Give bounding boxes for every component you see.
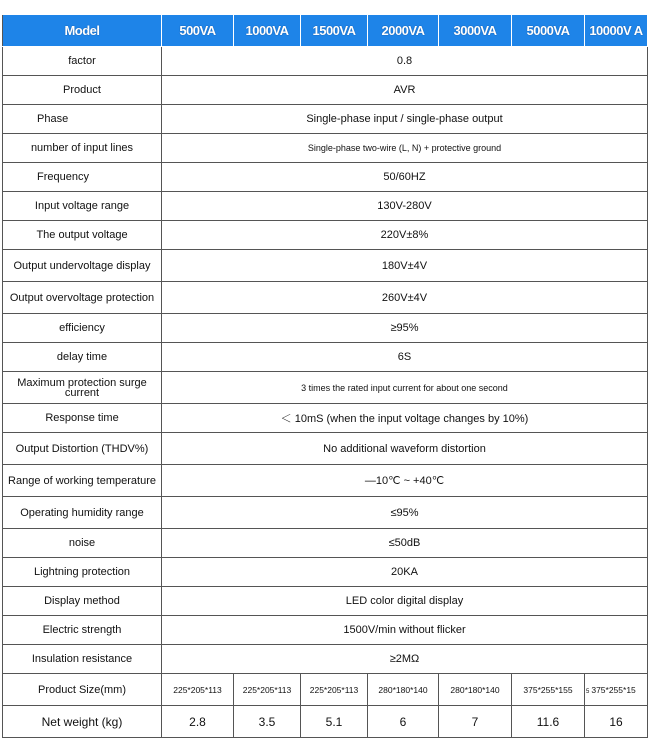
- weight-cell: 6: [368, 706, 439, 738]
- row-value-undervoltage: 180V±4V: [162, 250, 648, 282]
- row-value-input-voltage: 130V-280V: [162, 192, 648, 221]
- size-cell: 225*205*113: [162, 674, 234, 706]
- row-value-efficiency: ≥95%: [162, 314, 648, 343]
- weight-cell: 16: [585, 706, 648, 738]
- stray-mark: 5: [586, 688, 590, 695]
- header-col-3000va: 3000VA: [439, 15, 512, 47]
- row-label-phase: Phase: [3, 105, 162, 134]
- row-label-insulation: Insulation resistance: [3, 645, 162, 674]
- table-row: [3, 497, 648, 529]
- row-value-temperature: —10℃ ~ +40℃: [162, 465, 648, 497]
- row-label-temperature: Range of working temperature: [3, 465, 162, 497]
- table-row: [3, 706, 648, 738]
- table-row: [3, 192, 648, 221]
- row-value-frequency: 50/60HZ: [162, 163, 648, 192]
- size-cell: 225*205*113: [234, 674, 301, 706]
- size-cell: 280*180*140: [439, 674, 512, 706]
- table-row: [3, 76, 648, 105]
- row-value-humidity: ≤95%: [162, 497, 648, 529]
- row-value-product: AVR: [162, 76, 648, 105]
- table-row: [3, 372, 648, 404]
- row-label-noise: noise: [3, 529, 162, 558]
- table-row: [3, 465, 648, 497]
- table-row: [3, 163, 648, 192]
- header-col-2000va: 2000VA: [368, 15, 439, 47]
- row-value-surge-current: 3 times the rated input current for about one second: [162, 372, 648, 404]
- row-value-input-lines: Single-phase two-wire (L, N) + protective ground: [162, 134, 648, 163]
- table-row: [3, 314, 648, 343]
- table-row: [3, 616, 648, 645]
- table-row: [3, 47, 648, 76]
- row-value-insulation: ≥2MΩ: [162, 645, 648, 674]
- header-col-10000va: 10000V A: [585, 15, 648, 47]
- row-value-display-method: LED color digital display: [162, 587, 648, 616]
- row-label-distortion: Output Distortion (THDV%): [3, 433, 162, 465]
- table-row: [3, 587, 648, 616]
- row-label-lightning: Lightning protection: [3, 558, 162, 587]
- row-value-overvoltage: 260V±4V: [162, 282, 648, 314]
- row-value-noise: ≤50dB: [162, 529, 648, 558]
- row-label-output-voltage: The output voltage: [3, 221, 162, 250]
- size-cell: 225*205*113: [301, 674, 368, 706]
- row-value-output-voltage: 220V±8%: [162, 221, 648, 250]
- row-label-delay-time: delay time: [3, 343, 162, 372]
- row-label-factor: factor: [3, 47, 162, 76]
- table-row: [3, 433, 648, 465]
- row-label-net-weight: Net weight (kg): [3, 706, 162, 738]
- row-label-product: Product: [3, 76, 162, 105]
- table-row: [3, 558, 648, 587]
- row-value-response-time: ＜ 10mS (when the input voltage changes by 10%): [162, 404, 648, 433]
- row-label-response-time: Response time: [3, 404, 162, 433]
- weight-cell: 5.1: [301, 706, 368, 738]
- row-label-overvoltage: Output overvoltage protection: [3, 282, 162, 314]
- table-row: [3, 404, 648, 433]
- weight-cell: 7: [439, 706, 512, 738]
- row-label-input-voltage: Input voltage range: [3, 192, 162, 221]
- header-col-1000va: 1000VA: [234, 15, 301, 47]
- size-cell: 280*180*140: [368, 674, 439, 706]
- table-row: [3, 645, 648, 674]
- row-label-product-size: Product Size(mm): [3, 674, 162, 706]
- table-row: [3, 282, 648, 314]
- row-label-electric-strength: Electric strength: [3, 616, 162, 645]
- row-value-electric-strength: 1500V/min without flicker: [162, 616, 648, 645]
- weight-cell: 2.8: [162, 706, 234, 738]
- row-value-factor: 0.8: [162, 47, 648, 76]
- row-value-delay-time: 6S: [162, 343, 648, 372]
- row-label-display-method: Display method: [3, 587, 162, 616]
- row-value-phase: Single-phase input / single-phase output: [162, 105, 648, 134]
- row-value-distortion: No additional waveform distortion: [162, 433, 648, 465]
- header-model: Model: [3, 15, 162, 47]
- table-row: [3, 529, 648, 558]
- size-cell-last-value: 375*255*15: [591, 684, 636, 695]
- table-row: [3, 134, 648, 163]
- spec-table: [2, 14, 648, 738]
- row-label-input-lines: number of input lines: [3, 134, 162, 163]
- row-label-surge-current: Maximum protection surge current: [3, 372, 162, 404]
- header-col-5000va: 5000VA: [512, 15, 585, 47]
- row-label-efficiency: efficiency: [3, 314, 162, 343]
- table-row: [3, 343, 648, 372]
- table-row: [3, 105, 648, 134]
- size-cell: 375*255*155: [512, 674, 585, 706]
- weight-cell: 3.5: [234, 706, 301, 738]
- table-row: [3, 674, 648, 706]
- header-col-1500va: 1500VA: [301, 15, 368, 47]
- row-value-lightning: 20KA: [162, 558, 648, 587]
- size-cell-last: [585, 674, 648, 706]
- header-col-500va: 500VA: [162, 15, 234, 47]
- row-label-humidity: Operating humidity range: [3, 497, 162, 529]
- table-row: [3, 221, 648, 250]
- row-label-undervoltage: Output undervoltage display: [3, 250, 162, 282]
- table-row: [3, 250, 648, 282]
- header-row: [3, 15, 648, 47]
- weight-cell: 11.6: [512, 706, 585, 738]
- row-label-frequency: Frequency: [3, 163, 162, 192]
